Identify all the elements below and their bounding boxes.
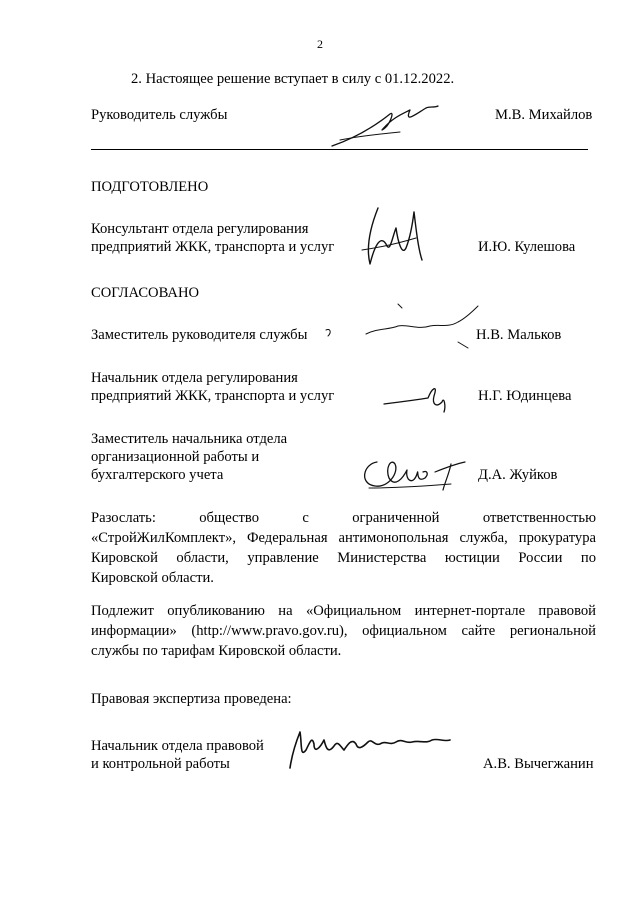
agreed-signer3-position-line1: Заместитель начальника отдела <box>91 431 288 447</box>
publication-line3: службы по тарифам Кировской области. <box>91 643 342 659</box>
head-position: Руководитель службы <box>91 107 228 123</box>
agreed-signer3-position-line2: организационной работы и <box>91 449 260 465</box>
agreed-heading: СОГЛАСОВАНО <box>91 285 200 301</box>
legal-review-position-line2: и контрольной работы <box>91 756 230 772</box>
agreed-signer2-name: Н.Г. Юдинцева <box>478 388 572 404</box>
distribution-line2: «СтройЖилКомплект», Федеральная антимонопольная служба, прокуратура <box>91 530 596 546</box>
legal-review-statement: Правовая экспертиза проведена: <box>91 691 292 707</box>
page-number: 2 <box>317 37 323 51</box>
prepared-signature <box>356 198 436 278</box>
prepared-position-line1: Консультант отдела регулирования <box>91 221 309 237</box>
publication-line1: Подлежит опубликованию на «Официальном интернет-портале правовой <box>91 603 596 619</box>
prepared-position-line2: предприятий ЖКК, транспорта и услуг <box>91 239 335 255</box>
agreed-signer3-signature <box>355 448 475 498</box>
agreed-signer3-position-line3: бухгалтерского учета <box>91 467 224 483</box>
prepared-heading: ПОДГОТОВЛЕНО <box>91 179 209 195</box>
legal-review-signature <box>282 724 462 774</box>
legal-review-position-line1: Начальник отдела правовой <box>91 738 264 754</box>
legal-review-name: А.В. Вычегжанин <box>483 756 594 772</box>
distribution-line3: Кировской области, управление Министерства юстиции России по <box>91 550 596 566</box>
separator-line <box>91 149 588 150</box>
agreed-signer2-position-line2: предприятий ЖКК, транспорта и услуг <box>91 388 335 404</box>
agreed-signer2-signature <box>380 378 460 418</box>
distribution-line1: Разослать: общество с ограниченной ответственностью <box>91 510 596 526</box>
agreed-signer1-position: Заместитель руководителя службы <box>91 327 308 343</box>
decision-clause: 2. Настоящее решение вступает в силу с 01.12.2022. <box>131 71 455 87</box>
distribution-line4: Кировской области. <box>91 570 214 586</box>
agreed-signer1-signature <box>318 296 498 356</box>
publication-line2: информации» (http://www.pravo.gov.ru), официальном сайте региональной <box>91 623 596 639</box>
prepared-name: И.Ю. Кулешова <box>478 239 576 255</box>
agreed-signer2-position-line1: Начальник отдела регулирования <box>91 370 298 386</box>
head-signature <box>330 96 440 151</box>
head-name: М.В. Михайлов <box>495 107 593 123</box>
agreed-signer1-name: Н.В. Мальков <box>476 327 562 343</box>
agreed-signer3-name: Д.А. Жуйков <box>478 467 558 483</box>
